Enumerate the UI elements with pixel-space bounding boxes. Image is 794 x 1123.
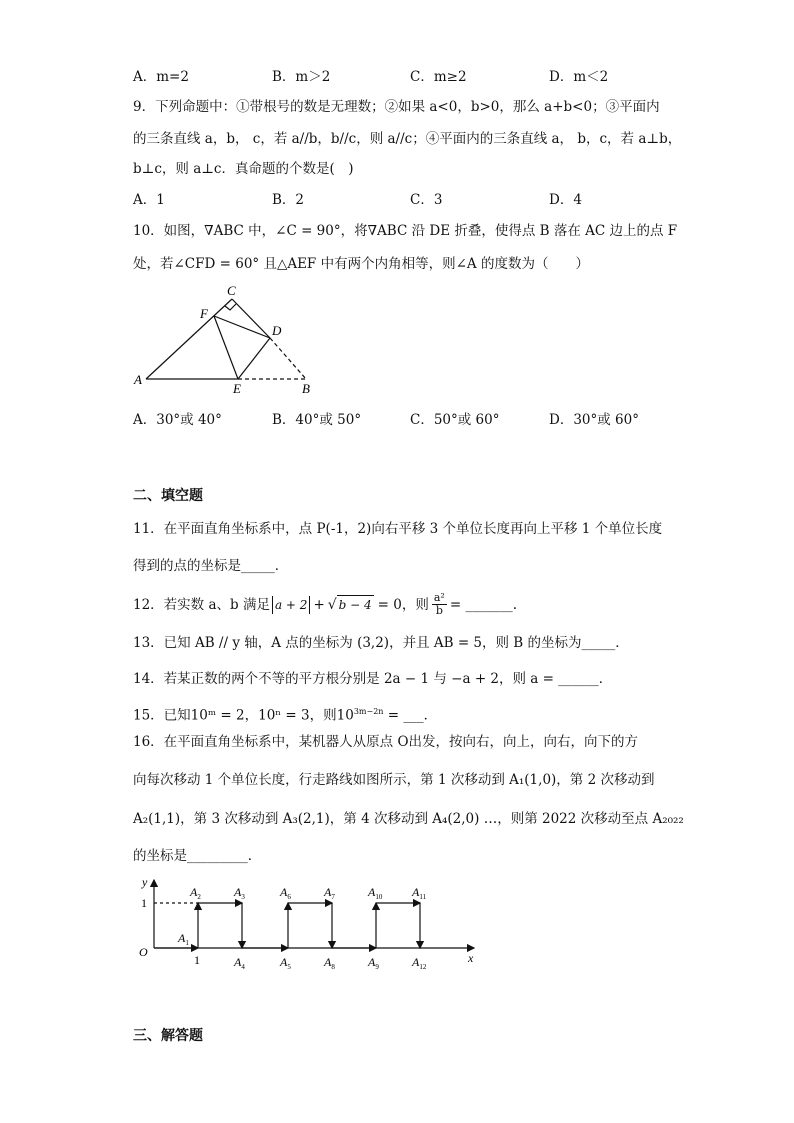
q10-option-b: B．40°或 50° [272, 412, 362, 428]
q12-eq: = 0，则 [377, 596, 429, 613]
q12-frac-den: b [435, 604, 443, 617]
q9-line-2: 的三条直线 a，b， c，若 a//b，b//c，则 a//c；④平面内的三条直线 a， b，c，若 a⊥b， [133, 131, 682, 147]
q10-line-2: 处，若∠CFD = 60° 且△AEF 中有两个内角相等，则∠A 的度数为（ ） [133, 256, 589, 272]
q9-option-b: B．2 [272, 192, 305, 208]
q14-line: 14．若某正数的两个不等的平方根分别是 2a − 1 与 −a + 2，则 a = ______． [133, 671, 613, 687]
q12-sqrt-expr: b − 4 [337, 595, 374, 614]
q12-plus: + [313, 596, 325, 613]
point-label-a12: $A_{12}$ [412, 955, 427, 970]
q8-option-c: C．m≥2 [410, 69, 467, 85]
point-label-a2: $A_2$ [190, 885, 201, 901]
q12-line [133, 592, 517, 617]
point-label-a5: $A_5$ [280, 955, 291, 970]
q12-prefix: 12．若实数 a、b 满足 [133, 596, 270, 613]
point-label-a4: $A_4$ [234, 955, 245, 970]
q10-triangle-figure [130, 282, 330, 397]
q11-line-1: 11．在平面直角坐标系中，点 P(-1，2)向右平移 3 个单位长度再向上平移 1 个单位长度 [133, 521, 663, 537]
label-a: A [134, 372, 142, 387]
q16-line-3: A₂(1,1)，第 3 次移动到 A₃(2,1)，第 4 次移动到 A₄(2,0) …，则第 2022 次移动至点 A₂₀₂₂ [133, 811, 684, 827]
q10-option-d: D．30°或 60° [549, 412, 639, 428]
point-label-a10: $A_{10}$ [368, 885, 383, 901]
sqrt-icon: √ [327, 596, 337, 613]
x-axis-label: x [468, 951, 474, 965]
q12-fraction [432, 592, 447, 617]
q12-frac-num: a² [433, 591, 445, 604]
q10-option-c: C．50°或 60° [410, 412, 500, 428]
q8-option-b: B．m＞2 [272, 69, 331, 85]
right-angle-mark [225, 304, 236, 310]
label-d: D [272, 323, 282, 338]
label-b: B [302, 381, 310, 396]
point-label-a3: $A_3$ [234, 885, 245, 901]
origin-label: O [139, 945, 148, 959]
fold-fe [214, 316, 238, 379]
section-2-title: 二、填空题 [133, 488, 203, 504]
q9-option-c: C．3 [410, 192, 443, 208]
fold-fd [214, 316, 270, 338]
q12-suffix: = _______. [449, 596, 517, 613]
q13-line: 13．已知 AB // y 轴，A 点的坐标为 (3,2)，并且 AB = 5，则 B 的坐标为_____． [133, 635, 629, 651]
tick-x-1: 1 [194, 953, 200, 967]
point-label-a9: $A_9$ [368, 955, 379, 970]
q12-abs-value: a + 2 [272, 596, 310, 614]
q15-text: 15．已知10ᵐ = 2，10ⁿ = 3，则10 [133, 707, 354, 724]
q16-line-4: 的坐标是_________． [133, 848, 262, 864]
q9-line-1: 9．下列命题中：①带根号的数是无理数；②如果 a<0，b>0，那么 a+b<0；③平面内 [133, 99, 660, 115]
label-c: C [227, 283, 236, 298]
q15-line [133, 703, 437, 725]
q9-line-3: b⊥c，则 a⊥c．真命题的个数是( ) [133, 161, 354, 177]
point-label-a11: $A_{11}$ [412, 885, 427, 901]
q16-line-1: 16．在平面直角坐标系中，某机器人从原点 O出发，按向右，向上，向右，向下的方 [133, 734, 639, 750]
q10-option-a: A．30°或 40° [133, 412, 222, 428]
label-f: F [200, 306, 208, 321]
side-ac [146, 299, 232, 379]
dashed-db [270, 338, 306, 379]
label-e: E [233, 381, 241, 396]
tick-y-1: 1 [141, 896, 147, 910]
point-label-a1: $A_1$ [178, 931, 189, 947]
fold-de [238, 338, 270, 379]
q8-option-a: A．m=2 [133, 69, 189, 85]
q9-option-d: D．4 [549, 192, 582, 208]
side-cd [232, 299, 270, 338]
point-label-a8: $A_8$ [324, 955, 335, 970]
q15-tail: = ___． [383, 707, 438, 724]
q8-option-d: D．m＜2 [549, 69, 609, 85]
q10-line-1: 10．如图，∇ABC 中，∠C = 90°，将∇ABC 沿 DE 折叠，使得点 B 落在 AC 边上的点 F [133, 223, 678, 239]
y-axis-label: y [142, 875, 148, 889]
point-label-a6: $A_6$ [280, 885, 291, 901]
q15-exponent: 3m−2n [353, 707, 384, 716]
q16-path-graph [134, 874, 484, 970]
q11-line-2: 得到的点的坐标是_____． [133, 558, 289, 574]
section-3-title: 三、解答题 [133, 1028, 203, 1044]
q9-option-a: A．1 [133, 192, 165, 208]
q16-line-2: 向每次移动 1 个单位长度，行走路线如图所示，第 1 次移动到 A₁(1,0)，第 2 次移动到 [133, 772, 655, 788]
point-label-a7: $A_7$ [324, 885, 335, 901]
